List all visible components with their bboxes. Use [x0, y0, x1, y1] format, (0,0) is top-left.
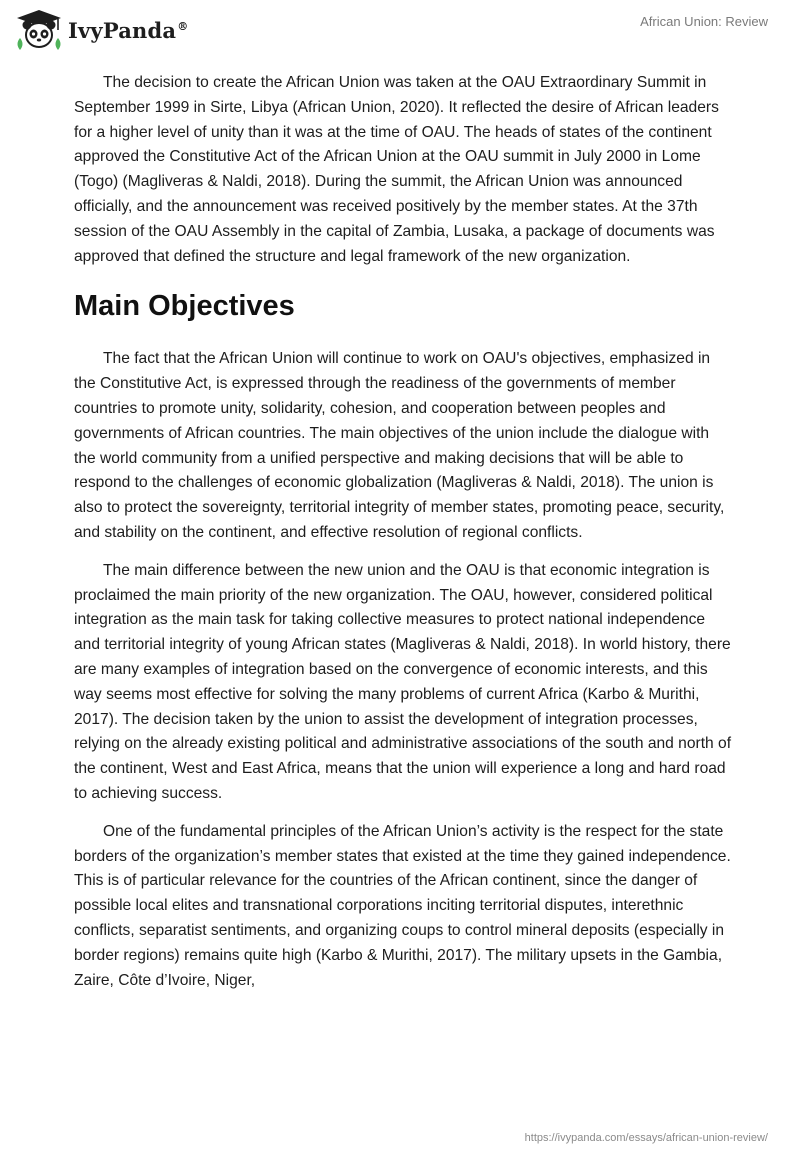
paragraph-principles: One of the fundamental principles of the African Union’s activity is the respect for the state borders of the organization’s member states that existed at the time they gained independence. This is of particular relevance for the countries of the African continent, since the danger of possible local elites and transnational corporations inciting territorial disputes, interethnic conflicts, separatist sentiments, and organizing coups to control mineral deposits (especially in border regions) remains quite high (Karbo & Murithi, 2017). The military upsets in the Gambia, Zaire, Côte d’Ivoire, Niger,	[74, 822, 731, 989]
essay-content	[74, 71, 734, 1006]
source-url[interactable]: https://ivypanda.com/essays/african-union-review/	[524, 1132, 768, 1144]
document-title: African Union: Review	[640, 14, 768, 29]
paragraph-difference: The main difference between the new union and the OAU is that economic integration is proclaimed the main priority of the new organization. The OAU, however, considered political integration as the main task for taking collective measures to protect national independence and territorial integrity of young African states (Magliveras & Naldi, 2018). In world history, there are many examples of integration based on the convergence of economic interests, and this way seems most effective for solving the many problems of current Africa (Karbo & Murithi, 2017). The decision taken by the union to assist the development of integration processes, relying on the already existing political and administrative associations of the south and north of the continent, West and East Africa, means that the union will experience a long and hard road to achieving success.	[74, 561, 732, 802]
section-heading-main-objectives: Main Objectives	[74, 290, 295, 323]
paragraph-intro: The decision to create the African Union was taken at the OAU Extraordinary Summit in September 1999 in Sirte, Libya (African Union, 2020). It reflected the desire of African leaders for a higher level of unity than it was at the time of OAU. The heads of states of the continent approved the Constitutive Act of the African Union at the OAU summit in July 2000 in Lome (Togo) (Magliveras & Naldi, 2018). During the summit, the African Union was announced officially, and the announcement was received positively by the member states. At the 37th session of the OAU Assembly in the capital of Zambia, Lusaka, a package of documents was approved that defined the structure and legal framework of the new organization.	[74, 74, 719, 265]
brand-name: IvyPanda®	[68, 17, 189, 43]
brand-logo[interactable]	[14, 8, 188, 52]
page-header	[0, 0, 800, 60]
panda-graduate-icon	[14, 8, 64, 52]
paragraph-objectives: The fact that the African Union will continue to work on OAU's objectives, emphasized in the Constitutive Act, is expressed through the readiness of the governments of member countries to promote unity, solidarity, cohesion, and cooperation between peoples and governments of African countries. The main objectives of the union include the dialogue with the world community from a unified perspective and making decisions that will be able to respond to the challenges of economic globalization (Magliveras & Naldi, 2018). The union is also to protect the sovereignty, territorial integrity of member states, promoting peace, security, and stability on the continent, and effective resolution of regional conflicts.	[74, 350, 725, 541]
registered-mark: ®	[177, 19, 189, 33]
